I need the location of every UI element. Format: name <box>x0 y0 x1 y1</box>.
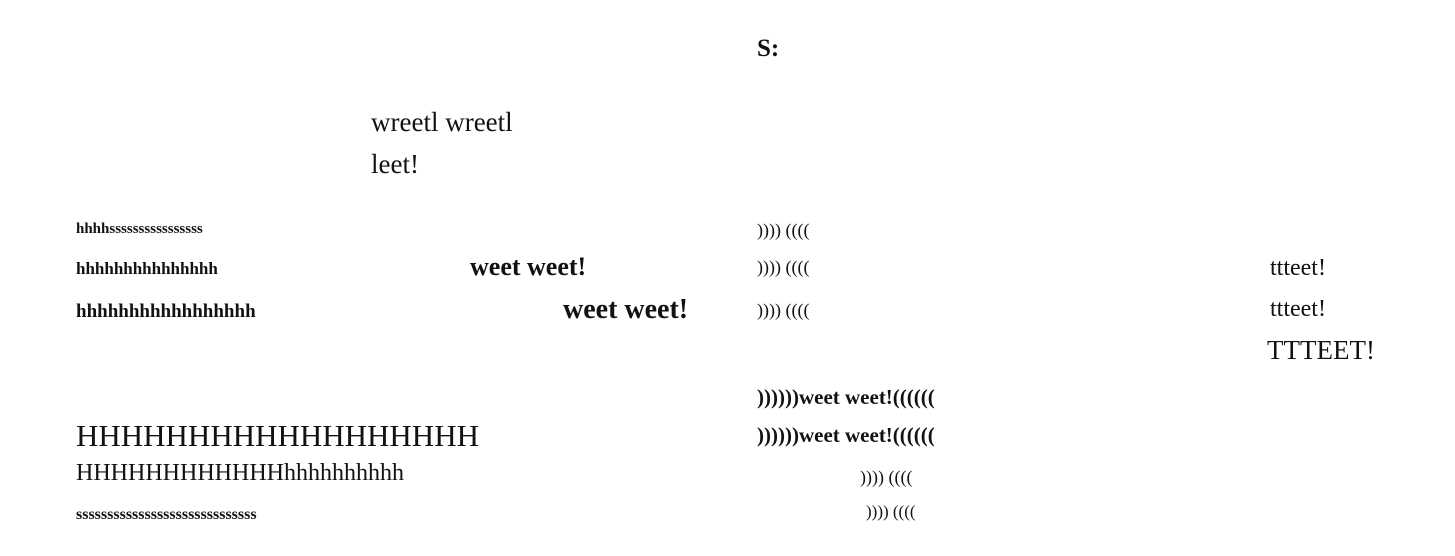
hiss-medium-text: hhhhhhhhhhhhhhh <box>76 259 218 278</box>
weet-weet-text-2: weet weet! <box>563 294 689 325</box>
paren-group-5: )))) (((( <box>866 502 920 521</box>
weet-paren-text-2: ))))))weet weet!(((((( <box>757 423 935 447</box>
paren-group-4: )))) (((( <box>860 467 917 487</box>
weet-paren-text-1: ))))))weet weet!(((((( <box>757 385 935 409</box>
tteet-text-1: ttteet! <box>1270 255 1326 281</box>
leet-text: leet! <box>371 149 419 179</box>
hiss-caps-mixed-text: HHHHHHHHHHHHhhhhhhhhhh <box>76 460 404 486</box>
hiss-caps-text: HHHHHHHHHHHHHHHHHH <box>76 418 479 453</box>
wreetl-text: wreetl wreetl <box>371 107 513 137</box>
paren-group-3: )))) (((( <box>757 300 814 320</box>
paren-group-2: )))) (((( <box>757 257 814 277</box>
hiss-sss-text: sssssssssssssssssssssssssssss <box>76 506 257 523</box>
weet-weet-text-1: weet weet! <box>470 252 587 281</box>
tteet-caps-text: TTTEET! <box>1267 335 1375 365</box>
title-text: S: <box>757 35 780 62</box>
hiss-large-text: hhhhhhhhhhhhhhhhh <box>76 301 256 322</box>
tteet-text-2: ttteet! <box>1270 296 1326 322</box>
paren-group-1: )))) (((( <box>757 220 814 240</box>
hiss-small-text: hhhhssssssssssssssss <box>76 221 203 237</box>
